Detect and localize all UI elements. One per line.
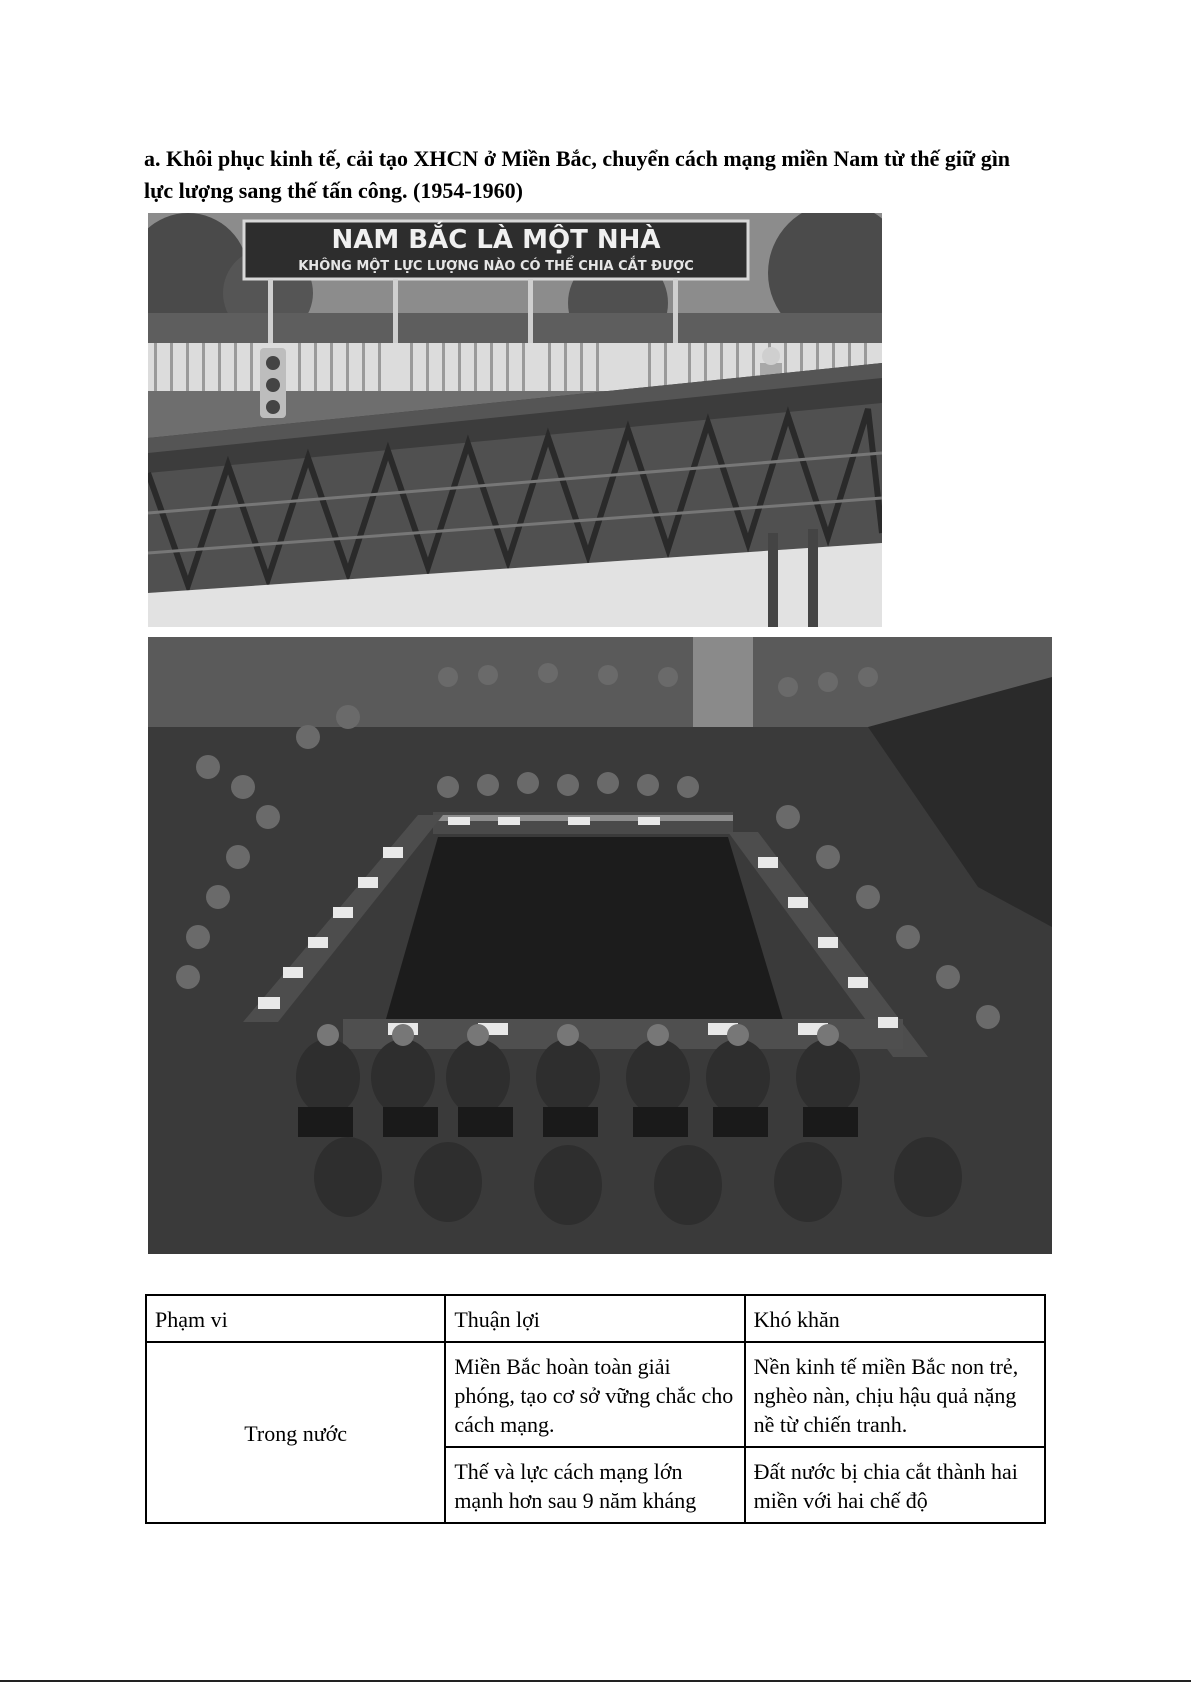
header-advantage: Thuận lợi (445, 1295, 744, 1342)
comparison-table (145, 1294, 1046, 1524)
sign-subtitle: KHÔNG MỘT LỰC LƯỢNG NÀO CÓ THỂ CHIA CẮT ĐƯỢC (298, 259, 694, 274)
difficulty-cell: Đất nước bị chia cắt thành hai miền với hai chế độ (745, 1447, 1045, 1523)
conference-photo (148, 637, 1052, 1254)
table-row (146, 1342, 1045, 1447)
advantage-cell: Thế và lực cách mạng lớn mạnh hơn sau 9 năm kháng (445, 1447, 744, 1523)
sign-title: NAM BẮC LÀ MỘT NHÀ (331, 225, 661, 255)
header-difficulty: Khó khăn (745, 1295, 1045, 1342)
table-header-row (146, 1295, 1045, 1342)
scope-cell: Trong nước (146, 1342, 445, 1523)
page-bottom-divider (0, 1680, 1191, 1682)
advantage-cell: Miền Bắc hoàn toàn giải phóng, tạo cơ sở vững chắc cho cách mạng. (445, 1342, 744, 1447)
section-heading: a. Khôi phục kinh tế, cải tạo XHCN ở Miền Bắc, chuyển cách mạng miền Nam từ thế giữ gìn lực lượng sang thế tấn công. (1954-1960) (144, 146, 1011, 203)
header-scope: Phạm vi (146, 1295, 445, 1342)
bridge-photo (148, 213, 882, 627)
difficulty-cell: Nền kinh tế miền Bắc non trẻ, nghèo nàn, chịu hậu quả nặng nề từ chiến tranh. (745, 1342, 1045, 1447)
